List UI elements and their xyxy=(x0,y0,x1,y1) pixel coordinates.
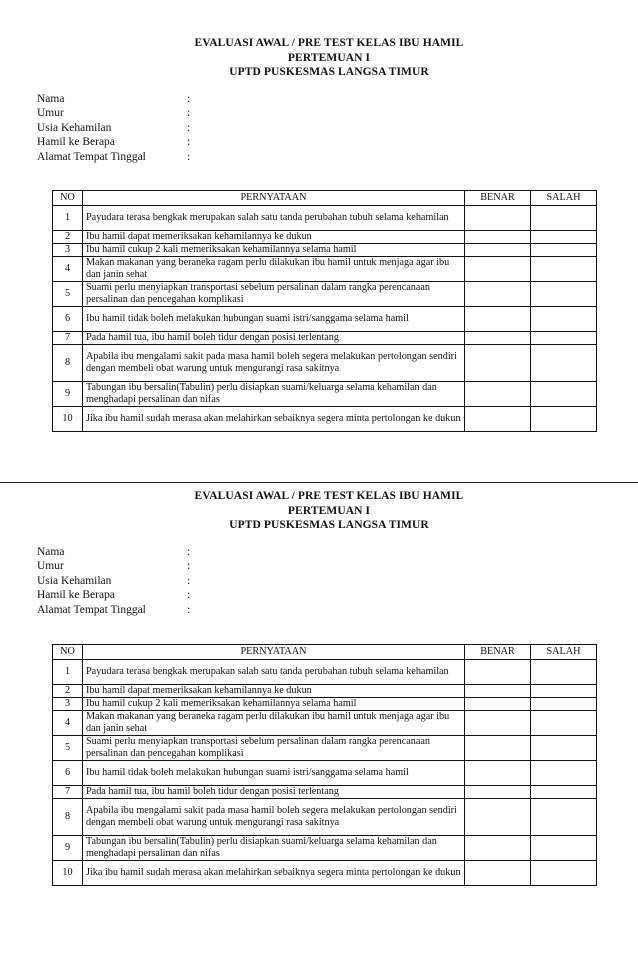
field-label: Usia Kehamilan xyxy=(37,121,112,134)
row-number: 6 xyxy=(53,307,83,332)
field-label: Nama xyxy=(37,92,65,105)
field-colon: : xyxy=(187,136,191,149)
field-label: Nama xyxy=(37,545,65,558)
statement-table xyxy=(52,644,597,886)
title-line: UPTD PUSKESMAS LANGSA TIMUR xyxy=(229,519,429,531)
statement-text: Pada hamil tua, ibu hamil boleh tidur dengan posisi terlentang xyxy=(83,332,465,345)
true-answer-cell[interactable] xyxy=(465,736,531,761)
false-answer-cell[interactable] xyxy=(531,206,597,231)
gestational-age-field[interactable] xyxy=(37,121,638,136)
row-number: 5 xyxy=(53,736,83,761)
row-number: 2 xyxy=(53,231,83,244)
false-answer-cell[interactable] xyxy=(531,345,597,382)
row-number: 7 xyxy=(53,332,83,345)
statement-text: Makan makanan yang beraneka ragam perlu dilakukan ibu hamil untuk menjaga agar ibu dan janin sehat xyxy=(83,257,465,282)
pretest-form-1 xyxy=(0,36,638,424)
true-answer-cell[interactable] xyxy=(465,660,531,685)
false-answer-cell[interactable] xyxy=(531,786,597,799)
true-answer-cell[interactable] xyxy=(465,685,531,698)
row-number: 7 xyxy=(53,786,83,799)
true-answer-cell[interactable] xyxy=(465,711,531,736)
false-answer-cell[interactable] xyxy=(531,698,597,711)
field-label: Umur xyxy=(37,107,64,120)
title-line: UPTD PUSKESMAS LANGSA TIMUR xyxy=(229,66,429,78)
name-field[interactable] xyxy=(37,92,638,107)
statement-text: Payudara terasa bengkak merupakan salah satu tanda perubahan tubuh selama kehamilan xyxy=(83,206,465,231)
field-colon: : xyxy=(187,603,191,616)
form-title xyxy=(20,36,638,80)
field-label: Hamil ke Berapa xyxy=(37,589,115,602)
page-divider xyxy=(0,482,638,483)
true-answer-cell[interactable] xyxy=(465,861,531,886)
table-row xyxy=(53,332,597,345)
field-label: Alamat Tempat Tinggal xyxy=(37,150,146,163)
table-row xyxy=(53,799,597,836)
header-no: NO xyxy=(53,191,83,206)
table-row xyxy=(53,861,597,886)
table-row xyxy=(53,786,597,799)
row-number: 1 xyxy=(53,206,83,231)
row-number: 1 xyxy=(53,660,83,685)
statement-table xyxy=(52,190,597,432)
table-row xyxy=(53,282,597,307)
pregnancy-number-field[interactable] xyxy=(37,588,638,603)
statement-text: Apabila ibu mengalami sakit pada masa hamil boleh segera melakukan pertolongan sendiri dengan membeli obat warung untuk mengurangi rasa sakitnya xyxy=(83,345,465,382)
true-answer-cell[interactable] xyxy=(465,761,531,786)
header-no: NO xyxy=(53,645,83,660)
table-row xyxy=(53,711,597,736)
header-false: SALAH xyxy=(531,191,597,206)
row-number: 4 xyxy=(53,711,83,736)
table-row xyxy=(53,257,597,282)
statement-text: Suami perlu menyiapkan transportasi sebelum persalinan dalam rangka perencanaan persalinan dan pencegahan komplikasi xyxy=(83,282,465,307)
table-row xyxy=(53,407,597,432)
table-row xyxy=(53,244,597,257)
true-answer-cell[interactable] xyxy=(465,257,531,282)
statement-text: Jika ibu hamil sudah merasa akan melahirkan sebaiknya segera minta pertolongan ke dukun xyxy=(83,861,465,886)
false-answer-cell[interactable] xyxy=(531,799,597,836)
field-colon: : xyxy=(187,574,191,587)
true-answer-cell[interactable] xyxy=(465,332,531,345)
identity-fields xyxy=(37,92,638,165)
field-colon: : xyxy=(187,560,191,573)
table-row xyxy=(53,736,597,761)
field-colon: : xyxy=(187,107,191,120)
statement-text: Suami perlu menyiapkan transportasi sebelum persalinan dalam rangka perencanaan persalinan dan pencegahan komplikasi xyxy=(83,736,465,761)
statement-text: Ibu hamil cukup 2 kali memeriksakan kehamilannya selama hamil xyxy=(83,244,465,257)
false-answer-cell[interactable] xyxy=(531,660,597,685)
row-number: 8 xyxy=(53,345,83,382)
true-answer-cell[interactable] xyxy=(465,698,531,711)
true-answer-cell[interactable] xyxy=(465,206,531,231)
row-number: 9 xyxy=(53,836,83,861)
true-answer-cell[interactable] xyxy=(465,307,531,332)
true-answer-cell[interactable] xyxy=(465,345,531,382)
true-answer-cell[interactable] xyxy=(465,382,531,407)
false-answer-cell[interactable] xyxy=(531,711,597,736)
statement-text: Ibu hamil cukup 2 kali memeriksakan kehamilannya selama hamil xyxy=(83,698,465,711)
pretest-form-2 xyxy=(0,489,638,878)
table-row xyxy=(53,382,597,407)
false-answer-cell[interactable] xyxy=(531,332,597,345)
table-header-row xyxy=(53,191,597,206)
field-colon: : xyxy=(187,545,191,558)
statement-text: Ibu hamil tidak boleh melakukan hubungan suami istri/sanggama selama hamil xyxy=(83,761,465,786)
false-answer-cell[interactable] xyxy=(531,257,597,282)
false-answer-cell[interactable] xyxy=(531,836,597,861)
false-answer-cell[interactable] xyxy=(531,736,597,761)
statement-text: Ibu hamil dapat memeriksakan kehamilannya ke dukun xyxy=(83,231,465,244)
table-row xyxy=(53,660,597,685)
true-answer-cell[interactable] xyxy=(465,244,531,257)
statement-text: Ibu hamil dapat memeriksakan kehamilannya ke dukun xyxy=(83,685,465,698)
field-colon: : xyxy=(187,150,191,163)
gestational-age-field[interactable] xyxy=(37,574,638,589)
field-label: Umur xyxy=(37,560,64,573)
row-number: 4 xyxy=(53,257,83,282)
true-answer-cell[interactable] xyxy=(465,799,531,836)
title-line: PERTEMUAN I xyxy=(287,51,371,64)
field-label: Alamat Tempat Tinggal xyxy=(37,603,146,616)
header-statement: PERNYATAAN xyxy=(83,191,465,206)
header-true: BENAR xyxy=(465,645,531,660)
name-field[interactable] xyxy=(37,545,638,560)
table-row xyxy=(53,231,597,244)
field-colon: : xyxy=(187,92,191,105)
header-statement: PERNYATAAN xyxy=(83,645,465,660)
false-answer-cell[interactable] xyxy=(531,761,597,786)
age-field[interactable] xyxy=(37,106,638,121)
header-true: BENAR xyxy=(465,191,531,206)
table-row xyxy=(53,761,597,786)
statement-text: Tabungan ibu bersalin(Tabulin) perlu disiapkan suami/keluarga selama kehamilan dan menghadapi persalinan dan nifas xyxy=(83,836,465,861)
table-row xyxy=(53,345,597,382)
identity-fields xyxy=(37,545,638,618)
false-answer-cell[interactable] xyxy=(531,244,597,257)
header-false: SALAH xyxy=(531,645,597,660)
row-number: 10 xyxy=(53,861,83,886)
false-answer-cell[interactable] xyxy=(531,407,597,432)
false-answer-cell[interactable] xyxy=(531,861,597,886)
table-row xyxy=(53,685,597,698)
table-row xyxy=(53,698,597,711)
statement-text: Payudara terasa bengkak merupakan salah satu tanda perubahan tubuh selama kehamilan xyxy=(83,660,465,685)
false-answer-cell[interactable] xyxy=(531,307,597,332)
false-answer-cell[interactable] xyxy=(531,685,597,698)
statement-text: Tabungan ibu bersalin(Tabulin) perlu disiapkan suami/keluarga selama kehamilan dan menghadapi persalinan dan nifas xyxy=(83,382,465,407)
false-answer-cell[interactable] xyxy=(531,382,597,407)
age-field[interactable] xyxy=(37,559,638,574)
row-number: 10 xyxy=(53,407,83,432)
field-label: Usia Kehamilan xyxy=(37,574,112,587)
true-answer-cell[interactable] xyxy=(465,282,531,307)
statement-text: Ibu hamil tidak boleh melakukan hubungan suami istri/sanggama selama hamil xyxy=(83,307,465,332)
row-number: 2 xyxy=(53,685,83,698)
pregnancy-number-field[interactable] xyxy=(37,135,638,150)
title-line: PERTEMUAN I xyxy=(287,504,371,517)
table-header-row xyxy=(53,645,597,660)
row-number: 3 xyxy=(53,244,83,257)
row-number: 8 xyxy=(53,799,83,836)
false-answer-cell[interactable] xyxy=(531,282,597,307)
table-row xyxy=(53,206,597,231)
field-colon: : xyxy=(187,121,191,134)
statement-text: Makan makanan yang beraneka ragam perlu dilakukan ibu hamil untuk menjaga agar ibu dan janin sehat xyxy=(83,711,465,736)
statement-text: Jika ibu hamil sudah merasa akan melahirkan sebaiknya segera minta pertolongan ke dukun xyxy=(83,407,465,432)
address-field[interactable] xyxy=(37,150,638,165)
false-answer-cell[interactable] xyxy=(531,231,597,244)
true-answer-cell[interactable] xyxy=(465,836,531,861)
statement-text: Pada hamil tua, ibu hamil boleh tidur dengan posisi terlentang xyxy=(83,786,465,799)
address-field[interactable] xyxy=(37,603,638,618)
field-label: Hamil ke Berapa xyxy=(37,136,115,149)
field-colon: : xyxy=(187,589,191,602)
title-line: EVALUASI AWAL / PRE TEST KELAS IBU HAMIL xyxy=(194,490,464,502)
true-answer-cell[interactable] xyxy=(465,407,531,432)
row-number: 5 xyxy=(53,282,83,307)
row-number: 9 xyxy=(53,382,83,407)
table-row xyxy=(53,307,597,332)
form-title xyxy=(20,489,638,533)
true-answer-cell[interactable] xyxy=(465,786,531,799)
table-row xyxy=(53,836,597,861)
true-answer-cell[interactable] xyxy=(465,231,531,244)
row-number: 6 xyxy=(53,761,83,786)
statement-text: Apabila ibu mengalami sakit pada masa hamil boleh segera melakukan pertolongan sendiri dengan membeli obat warung untuk mengurangi rasa sakitnya xyxy=(83,799,465,836)
row-number: 3 xyxy=(53,698,83,711)
title-line: EVALUASI AWAL / PRE TEST KELAS IBU HAMIL xyxy=(194,37,464,49)
